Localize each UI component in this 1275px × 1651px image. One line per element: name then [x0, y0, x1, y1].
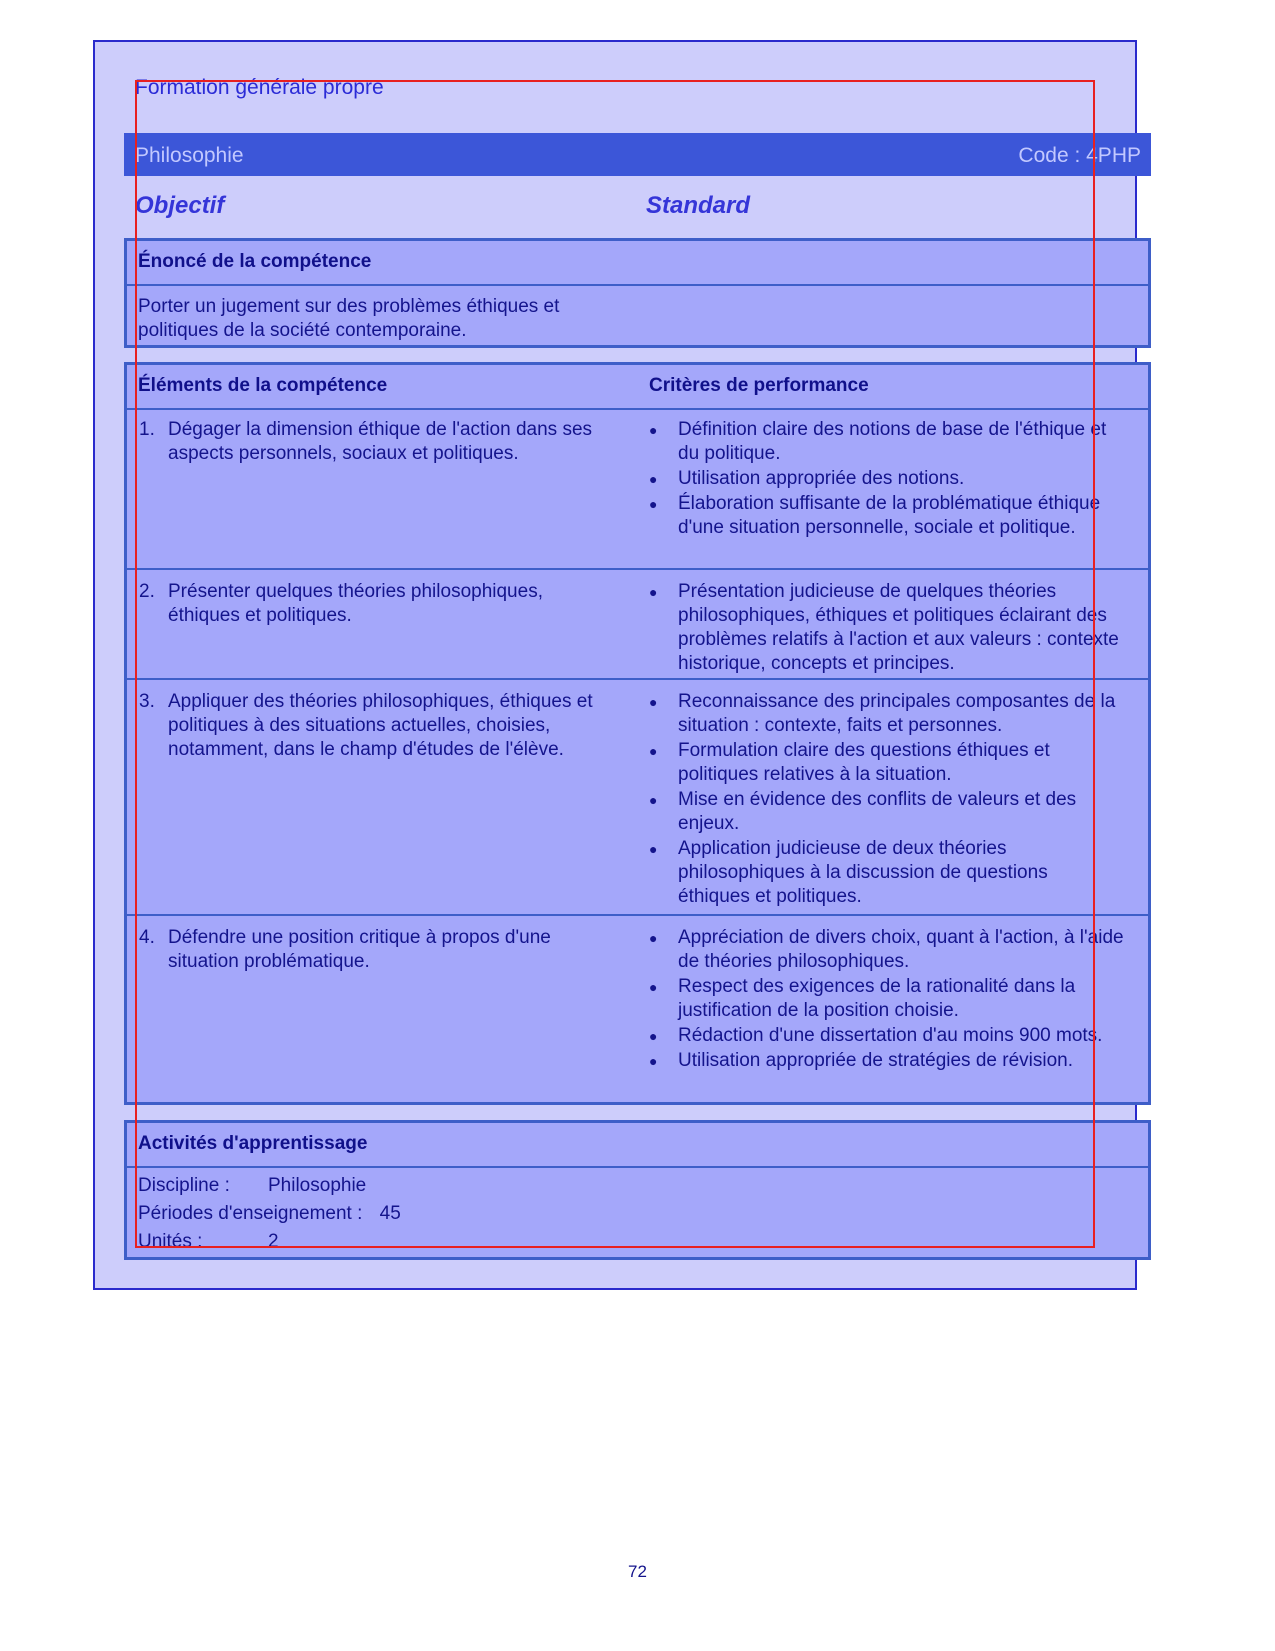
- competence-text: Porter un jugement sur des problèmes éthiques et politiques de la société contemporaine.: [138, 296, 560, 341]
- element-number: 2.: [139, 581, 155, 602]
- criterion-item: ● Rédaction d'une dissertation d'au moins 900 mots.: [649, 1025, 1103, 1046]
- criteria-cell: [649, 926, 1124, 1074]
- discipline-name: Philosophie: [135, 144, 244, 167]
- element-text: Appliquer des théories philosophiques, éthiques et politiques à des situations actuelles, choisies, notamment, dans le champ d'études de l'élève.: [168, 691, 593, 760]
- criteria-cell: [649, 690, 1124, 910]
- table-row: [127, 914, 1148, 1104]
- bullet-icon: ●: [649, 1053, 658, 1069]
- standard-heading: Standard: [646, 192, 751, 219]
- bullet-icon: ●: [649, 584, 658, 600]
- criterion-item: ● Utilisation appropriée des notions.: [649, 468, 965, 489]
- criterion-item: ● Respect des exigences de la rationalité dans la justification de la position choisie.: [649, 976, 1076, 1021]
- page-number: 72: [628, 1562, 647, 1581]
- element-number: 3.: [139, 691, 155, 712]
- criteria-cell: [649, 580, 1124, 677]
- course-code: Code : 4PHP: [1018, 144, 1141, 167]
- bullet-icon: ●: [649, 841, 658, 857]
- element-text: Présenter quelques théories philosophiques, éthiques et politiques.: [168, 581, 543, 626]
- criterion-item: ● Élaboration suffisante de la problématique éthique d'une situation personnelle, sociale et politique.: [649, 493, 1101, 538]
- activities-header: [127, 1123, 1148, 1168]
- discipline-band: [124, 133, 1151, 176]
- table-row: [127, 568, 1148, 680]
- objective-heading: Objectif: [135, 192, 225, 219]
- competence-heading: Énoncé de la compétence: [138, 251, 372, 272]
- periods-line: [138, 1202, 401, 1226]
- periods-value: 45: [379, 1203, 401, 1224]
- criterion-item: ● Présentation judicieuse de quelques théories philosophiques, éthiques et politiques éclairant des problèmes relatifs à l'action et aux valeurs : contexte historique, concepts et principes.: [649, 581, 1119, 674]
- table-row: [127, 678, 1148, 916]
- bullet-icon: ●: [649, 496, 658, 512]
- units-line: [138, 1230, 279, 1254]
- activities-box: [124, 1120, 1151, 1260]
- bullet-icon: ●: [649, 792, 658, 808]
- element-text: Défendre une position critique à propos d'une situation problématique.: [168, 927, 551, 972]
- table-row: [127, 408, 1148, 568]
- element-text: Dégager la dimension éthique de l'action dans ses aspects personnels, sociaux et politiques.: [168, 419, 593, 464]
- discipline-value: Philosophie: [268, 1175, 367, 1196]
- periods-label: Périodes d'enseignement :: [138, 1203, 363, 1224]
- criterion-item: ● Définition claire des notions de base de l'éthique et du politique.: [649, 419, 1107, 464]
- discipline-line: [138, 1174, 367, 1198]
- bullet-icon: ●: [649, 1028, 658, 1044]
- table-header: [127, 365, 1148, 410]
- bullet-icon: ●: [649, 743, 658, 759]
- elements-heading: Éléments de la compétence: [138, 375, 388, 396]
- bullet-icon: ●: [649, 422, 658, 438]
- units-label: Unités :: [138, 1231, 203, 1252]
- criterion-item: ● Formulation claire des questions éthiques et politiques relatives à la situation.: [649, 740, 1050, 785]
- criterion-item: ● Appréciation de divers choix, quant à l'action, à l'aide de théories philosophiques.: [649, 927, 1124, 972]
- criterion-item: ● Application judicieuse de deux théories philosophiques à la discussion de questions éthiques et politiques.: [649, 838, 1048, 907]
- discipline-label: Discipline :: [138, 1175, 230, 1196]
- bullet-icon: ●: [649, 471, 658, 487]
- criterion-item: ● Utilisation appropriée de stratégies de révision.: [649, 1050, 1073, 1071]
- criterion-item: ● Mise en évidence des conflits de valeurs et des enjeux.: [649, 789, 1077, 834]
- element-number: 4.: [139, 927, 155, 948]
- units-value: 2: [268, 1231, 279, 1252]
- criteria-cell: [649, 418, 1124, 541]
- criteria-heading: Critères de performance: [649, 375, 869, 396]
- element-number: 1.: [139, 419, 155, 440]
- competence-box: [124, 238, 1151, 348]
- bullet-icon: ●: [649, 979, 658, 995]
- bullet-icon: ●: [649, 930, 658, 946]
- activities-heading: Activités d'apprentissage: [138, 1133, 368, 1154]
- competence-header: [127, 241, 1148, 286]
- competence-table: [124, 362, 1151, 1105]
- section-title: Formation générale propre: [135, 76, 384, 99]
- bullet-icon: ●: [649, 694, 658, 710]
- criterion-item: ● Reconnaissance des principales composantes de la situation : contexte, faits et personnes.: [649, 691, 1116, 736]
